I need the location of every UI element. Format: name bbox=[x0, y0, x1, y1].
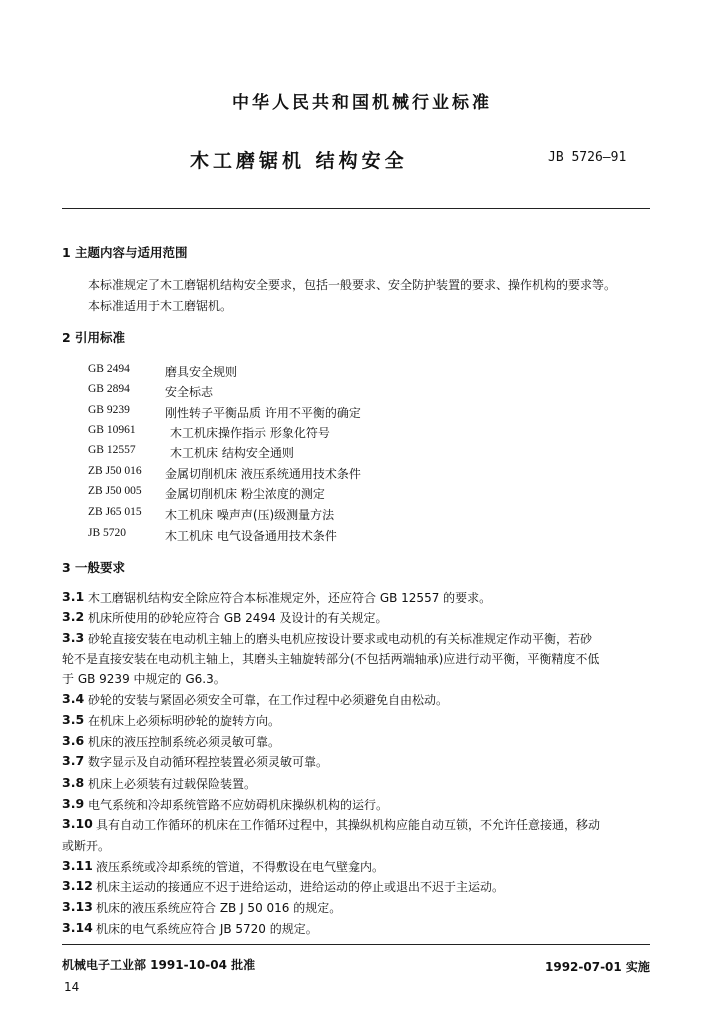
document-title: 木工磨锯机 结构安全 bbox=[190, 150, 408, 172]
clause-number: 3.13 bbox=[62, 899, 93, 914]
section-3-heading: 3 一般要求 bbox=[62, 560, 126, 575]
clause-number: 3.10 bbox=[62, 816, 93, 831]
clause-text-continued: 于 GB 9239 中规定的 G6.3。 bbox=[62, 672, 226, 686]
clause-text: 机床所使用的砂轮应符合 GB 2494 及设计的有关规定。 bbox=[88, 611, 388, 625]
reference-code: GB 2894 bbox=[88, 383, 130, 395]
clause-text-continued: 或断开。 bbox=[62, 839, 111, 853]
clause-number: 3.7 bbox=[62, 753, 85, 768]
section-2-heading: 2 引用标准 bbox=[62, 330, 126, 345]
reference-title: 金属切削机床 粉尘浓度的测定 bbox=[165, 487, 325, 501]
section-1-paragraph-1: 本标准规定了木工磨锯机结构安全要求，包括一般要求、安全防护装置的要求、操作机构的要求等。 bbox=[88, 278, 617, 292]
clause-text: 机床的电气系统应符合 JB 5720 的规定。 bbox=[96, 922, 318, 936]
reference-title: 安全标志 bbox=[165, 385, 214, 399]
reference-title: 木工机床 结构安全通则 bbox=[170, 446, 294, 460]
clause-text: 木工磨锯机结构安全除应符合本标准规定外，还应符合 GB 12557 的要求。 bbox=[88, 591, 492, 605]
reference-title: 金属切削机床 液压系统通用技术条件 bbox=[165, 467, 361, 481]
reference-code: GB 12557 bbox=[88, 444, 136, 456]
clause-number: 3.9 bbox=[62, 796, 85, 811]
standard-code: JB 5726—91 bbox=[548, 150, 627, 165]
clause-number: 3.3 bbox=[62, 630, 85, 645]
reference-code: ZB J50 016 bbox=[88, 465, 142, 477]
reference-title: 木工机床 电气设备通用技术条件 bbox=[165, 529, 337, 543]
effective-date: 1992-07-01 实施 bbox=[545, 960, 650, 974]
reference-title: 木工机床操作指示 形象化符号 bbox=[170, 426, 330, 440]
clause-number: 3.14 bbox=[62, 920, 93, 935]
clause-number: 3.4 bbox=[62, 691, 85, 706]
reference-title: 木工机床 噪声声(压)级测量方法 bbox=[165, 508, 335, 522]
clause-text: 数字显示及自动循环程控装置必须灵敏可靠。 bbox=[88, 755, 329, 769]
reference-code: GB 9239 bbox=[88, 404, 130, 416]
clause-number: 3.5 bbox=[62, 712, 85, 727]
clause-text-continued: 轮不是直接安装在电动机主轴上，其磨头主轴旋转部分(不包括两端轴承)应进行动平衡，平衡精度不低 bbox=[62, 652, 600, 666]
header-rule bbox=[62, 208, 650, 209]
clause-text: 液压系统或冷却系统的管道，不得敷设在电气壁龛内。 bbox=[96, 860, 385, 874]
clause-number: 3.6 bbox=[62, 733, 85, 748]
clause-text: 机床的液压系统应符合 ZB J 50 016 的规定。 bbox=[96, 901, 342, 915]
section-1-paragraph-2: 本标准适用于木工磨锯机。 bbox=[88, 299, 233, 313]
clause-number: 3.2 bbox=[62, 609, 85, 624]
reference-title: 磨具安全规则 bbox=[165, 365, 238, 379]
reference-code: GB 2494 bbox=[88, 363, 130, 375]
clause-number: 3.12 bbox=[62, 878, 93, 893]
reference-code: GB 10961 bbox=[88, 424, 136, 436]
clause-number: 3.8 bbox=[62, 775, 85, 790]
clause-text: 砂轮的安装与紧固必须安全可靠，在工作过程中必须避免自由松动。 bbox=[88, 693, 449, 707]
clause-text: 电气系统和冷却系统管路不应妨碍机床操纵机构的运行。 bbox=[88, 798, 389, 812]
clause-number: 3.11 bbox=[62, 858, 93, 873]
approval-note: 机械电子工业部 1991-10-04 批准 bbox=[62, 958, 256, 972]
clause-text: 机床的液压控制系统必须灵敏可靠。 bbox=[88, 735, 281, 749]
reference-code: ZB J50 005 bbox=[88, 485, 142, 497]
reference-code: ZB J65 015 bbox=[88, 506, 142, 518]
clause-text: 具有自动工作循环的机床在工作循环过程中，其操纵机构应能自动互锁，不允许任意接通，移动 bbox=[96, 818, 601, 832]
clause-text: 砂轮直接安装在电动机主轴上的磨头电机应按设计要求或电动机的有关标准规定作动平衡，若砂 bbox=[88, 632, 593, 646]
section-1-heading: 1 主题内容与适用范围 bbox=[62, 245, 188, 260]
clause-text: 在机床上必须标明砂轮的旋转方向。 bbox=[88, 714, 281, 728]
reference-title: 刚性转子平衡品质 许用不平衡的确定 bbox=[165, 406, 361, 420]
issuing-organization: 中华人民共和国机械行业标准 bbox=[232, 93, 492, 113]
page-number: 14 bbox=[64, 980, 80, 994]
footer-rule bbox=[62, 944, 650, 945]
clause-text: 机床上必须装有过载保险装置。 bbox=[88, 777, 257, 791]
reference-code: JB 5720 bbox=[88, 527, 127, 539]
clause-text: 机床主运动的接通应不迟于进给运动，进给运动的停止或退出不迟于主运动。 bbox=[96, 880, 505, 894]
clause-number: 3.1 bbox=[62, 589, 85, 604]
